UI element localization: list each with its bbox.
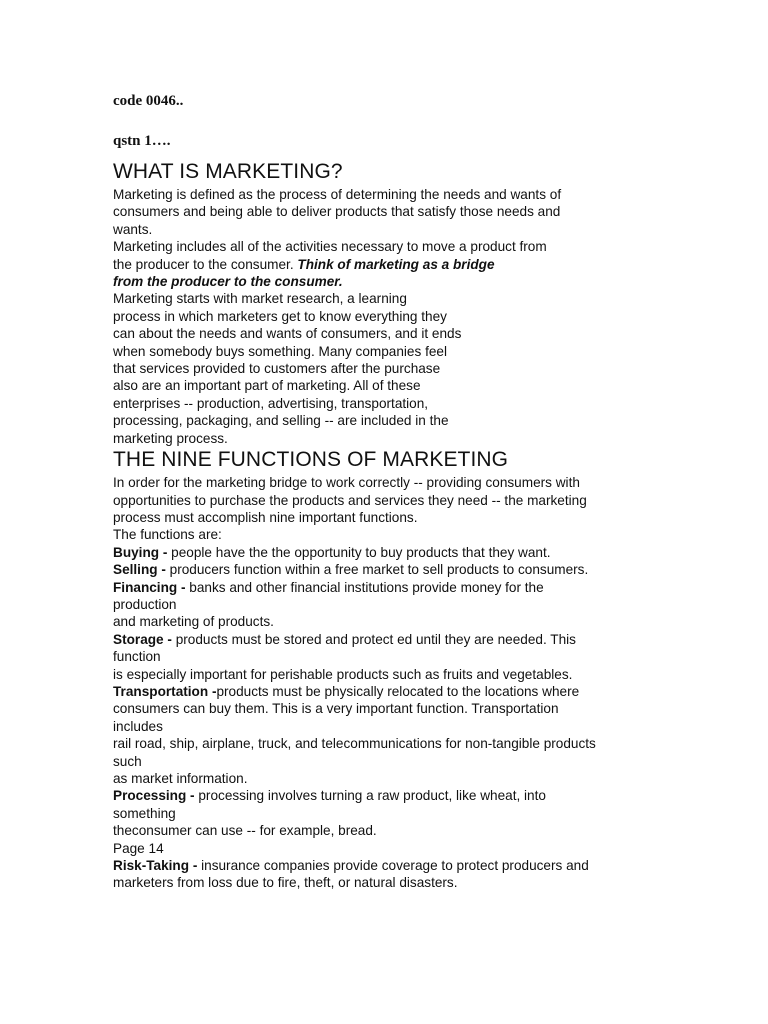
function-financing (113, 579, 658, 596)
function-term: Transportation - (113, 683, 217, 699)
body-line: opportunities to purchase the products and services they need -- the marketing (113, 492, 587, 508)
function-buying (113, 544, 658, 561)
function-desc: banks and other financial institutions provide money for the (189, 579, 544, 595)
function-term: Risk-Taking - (113, 858, 202, 874)
body-line: function (113, 649, 161, 665)
function-storage (113, 631, 658, 648)
function-desc: processing involves turning a raw product, like wheat, into (198, 788, 546, 804)
body-line: process in which marketers get to know everything they (113, 308, 447, 324)
body-text: the producer to the consumer. (113, 256, 298, 272)
function-processing (113, 787, 658, 804)
body-line: processing, packaging, and selling -- are included in the (113, 413, 449, 429)
bridge-emphasis: Think of marketing as a bridge (297, 256, 495, 272)
function-desc: products must be stored and protect ed until they are needed. This (175, 631, 576, 647)
section2-body (113, 474, 658, 892)
bridge-emphasis: from the producer to the consumer. (113, 274, 343, 290)
function-desc: products must be physically relocated to the locations where (216, 683, 580, 699)
body-line: Marketing includes all of the activities necessary to move a product from (113, 239, 547, 255)
body-line: marketers from loss due to fire, theft, or natural disasters. (113, 875, 458, 891)
body-line: is especially important for perishable products such as fruits and vegetables. (113, 666, 573, 682)
function-desc: producers function within a free market to sell products to consumers. (169, 562, 589, 578)
document-page (113, 92, 658, 892)
body-line: marketing process. (113, 430, 228, 446)
function-desc: insurance companies provide coverage to protect producers and (201, 858, 589, 874)
section1-body (113, 186, 658, 447)
body-line: and marketing of products. (113, 614, 274, 630)
body-line: rail road, ship, airplane, truck, and telecommunications for non-tangible products (113, 736, 596, 752)
function-term: Selling - (113, 562, 170, 578)
function-term: Financing - (113, 579, 190, 595)
body-line: theconsumer can use -- for example, bread. (113, 823, 377, 839)
heading-nine-functions: THE NINE FUNCTIONS OF MARKETING (113, 448, 509, 472)
function-risk-taking (113, 857, 658, 874)
body-line: also are an important part of marketing. All of these (113, 378, 421, 394)
page-marker: Page 14 (113, 840, 164, 856)
body-line: consumers and being able to deliver products that satisfy those needs and (113, 204, 561, 220)
body-line: process must accomplish nine important functions. (113, 509, 418, 525)
body-line: consumers can buy them. This is a very important function. Transportation (113, 701, 559, 717)
function-term: Buying - (113, 544, 172, 560)
body-line: when somebody buys something. Many companies feel (113, 343, 447, 359)
function-term: Storage - (113, 631, 176, 647)
body-line: enterprises -- production, advertising, transportation, (113, 395, 429, 411)
function-selling (113, 561, 658, 578)
heading-what-is-marketing: WHAT IS MARKETING? (113, 160, 343, 183)
body-line: something (113, 805, 176, 821)
question-label: qstn 1…. (113, 133, 171, 149)
body-line: Marketing starts with market research, a learning (113, 291, 407, 307)
body-line: includes (113, 718, 163, 734)
body-line: as market information. (113, 771, 248, 786)
body-line: can about the needs and wants of consumers, and it ends (113, 326, 462, 342)
function-term: Processing - (113, 788, 199, 804)
body-line: The functions are: (113, 527, 222, 543)
body-line: production (113, 596, 177, 612)
body-line: In order for the marketing bridge to work correctly -- providing consumers with (113, 475, 580, 491)
body-line: that services provided to customers after the purchase (113, 361, 441, 377)
function-desc: people have the the opportunity to buy products that they want. (171, 544, 551, 560)
body-line: Marketing is defined as the process of determining the needs and wants of (113, 187, 562, 202)
body-line (113, 256, 658, 273)
body-line: wants. (113, 221, 153, 237)
body-line: such (113, 753, 142, 769)
function-transportation (113, 683, 658, 700)
code-label: code 0046.. (113, 93, 184, 109)
